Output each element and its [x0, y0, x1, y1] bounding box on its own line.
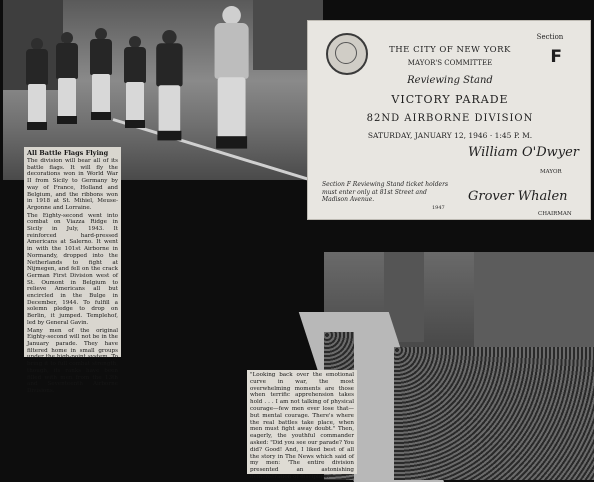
clipping-paragraph: The Eighty-second went into combat on Viazza Ridge in Sicily in July, 1943. It reinforced hard-pressed Americans at Salerno. It went in with the 101st Airborne in Normandy, dropped into the Netherlands to fight at Nijmegen, and fell on the crack German First Division west of St. Oumont in Belgium to relieve Americans all but encircled in the Bulge in December, 1944. To fulfill a solemn pledge to drop on Berlin, it jumped. Templehof, led by General Gavin.: [27, 212, 118, 326]
ticket-stand: Reviewing Stand: [407, 75, 493, 86]
section-label: Section: [536, 33, 564, 41]
battle-flags-clipping: [24, 147, 121, 394]
ticket-city: THE CITY OF NEW YORK: [389, 45, 511, 55]
clipping-paragraph: The division will bear all of its battle flags. It will fly the decorations won in World War II from Sicily to Germany by way of France, Holland and Belgium, and the ribbons won in 1918 at St. Mihiel, Meuse-Argonne and Lorraine.: [27, 158, 118, 211]
section-letter: F: [550, 47, 562, 67]
ticket-entry-note: Section F Reviewing Stand ticket holders must enter only at 81st Street and Madison Avenue.: [322, 181, 449, 203]
chairman-title: CHAIRMAN: [538, 211, 572, 217]
ticket-parade-title: VICTORY PARADE: [391, 93, 509, 106]
chairman-signature: Grover Whalen: [468, 189, 568, 204]
mayor-title: MAYOR: [540, 169, 562, 175]
ticket-date: SATURDAY, JANUARY 12, 1946 · 1:45 P. M.: [367, 131, 533, 140]
clipping-headline: All Battle Flags Flying: [27, 149, 109, 157]
quote-text: "Looking back over the emotional curve in war, the most overwhelming moments are those when terrific apprehension takes hold . . . I am not talking of physical courage—few men ever lose that—but mental courage. There's where the real battles take place, when men must fight away doubt." Then, eagerly, the youthful commander asked: "Did you see our parade? You did? Good! And, I liked best of all the story in The News which said of my men: 'The entire division presented an astonishing demonstration of discipline.'": [250, 372, 354, 480]
ticket-small-label: 1947: [432, 205, 445, 211]
clipping-paragraph: Many men of the original Eighty-second will not be in the January parade. They have filtered home in small groups under the high-point system. To bring it to full combat strength, though, its ranks have been filled with men from the 13th and Seventeenth Airborne Divisions.: [27, 327, 118, 394]
marching-troops: [394, 347, 594, 480]
commander-quote-clipping: [247, 370, 357, 480]
ticket-committee: MAYOR'S COMMITTEE: [407, 59, 493, 67]
avenue-parade-photo: [324, 252, 594, 480]
building-right: [474, 252, 594, 362]
reviewing-stand-ticket: [307, 20, 591, 220]
mayor-signature: William O'Dwyer: [468, 145, 580, 160]
ticket-division: 82ND AIRBORNE DIVISION: [366, 113, 534, 124]
